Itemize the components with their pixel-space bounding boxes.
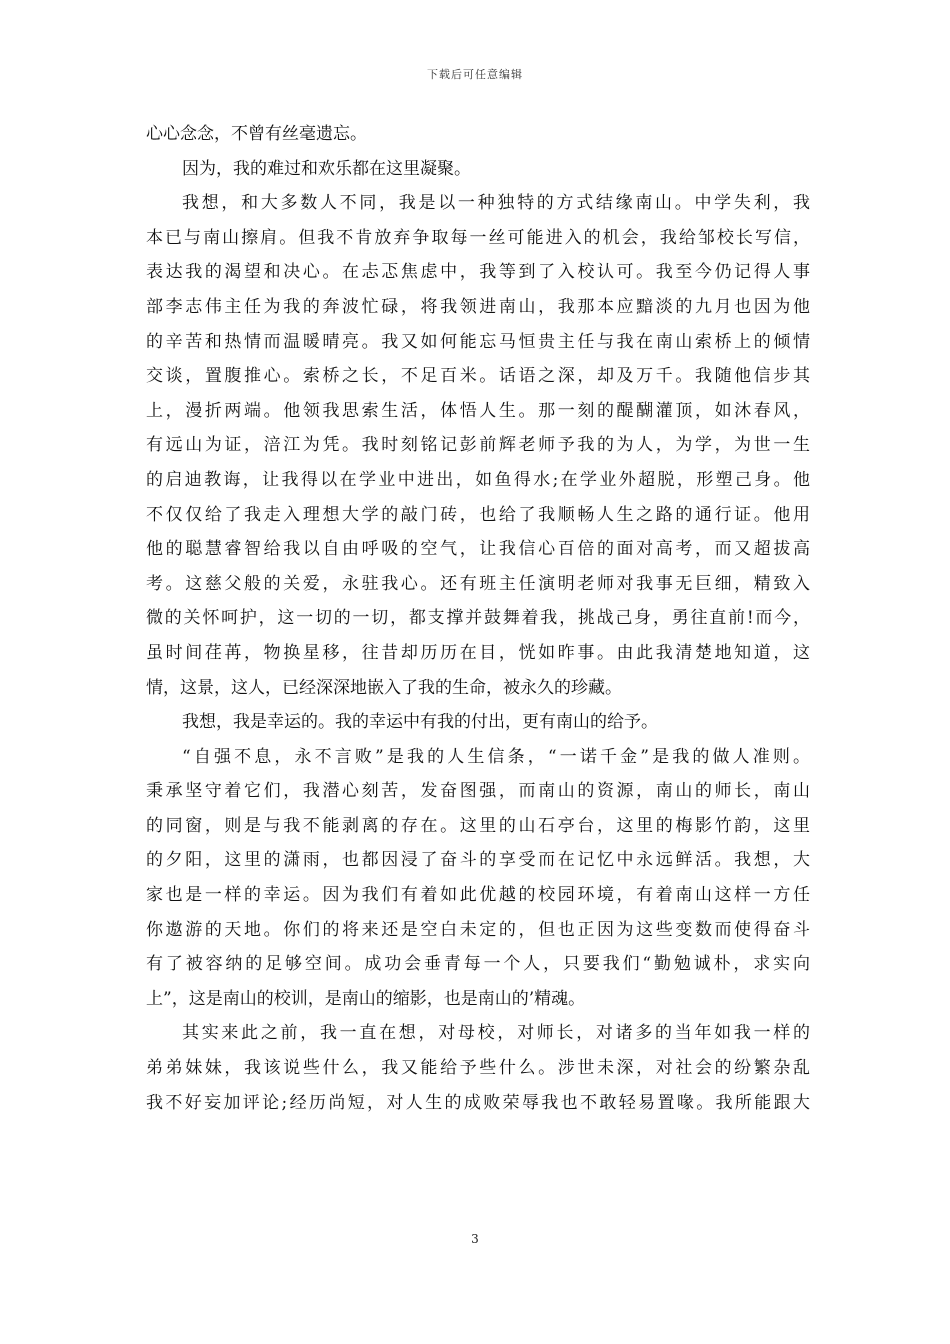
text-line: 考。这慈父般的关爱，永驻我心。还有班主任演明老师对我事无巨细，精致入 xyxy=(146,573,810,594)
text-line: 有了被容纳的足够空间。成功会垂青每一个人，只要我们“勤勉诚朴，求实向 xyxy=(146,954,810,975)
text-line: 的启迪教诲，让我得以在学业中进出，如鱼得水;在学业外超脱，形塑己身。他 xyxy=(146,469,810,490)
text-line: “自强不息，永不言败”是我的人生信条，“一诺千金”是我的做人准则。 xyxy=(182,746,810,767)
text-line: 有远山为证，涪江为凭。我时刻铭记彭前辉老师予我的为人，为学，为世一生 xyxy=(146,435,810,456)
text-line: 弟弟妹妹，我该说些什么，我又能给予些什么。涉世未深，对社会的纷繁杂乱 xyxy=(146,1058,810,1079)
page-header: 下载后可任意编辑 xyxy=(427,68,523,81)
text-line: 交谈，置腹推心。索桥之长，不足百米。话语之深，却及万千。我随他信步其 xyxy=(146,366,810,387)
text-line: 的同窗，则是与我不能剥离的存在。这里的山石亭台，这里的梅影竹韵，这里 xyxy=(146,815,810,836)
text-line: 我想，我是幸运的。我的幸运中有我的付出，更有南山的给予。 xyxy=(182,712,658,733)
text-line: 表达我的渴望和决心。在忐忑焦虑中，我等到了入校认可。我至今仍记得人事 xyxy=(146,262,810,283)
text-line: 心心念念，不曾有丝毫遗忘。 xyxy=(146,124,367,144)
text-line: 部李志伟主任为我的奔波忙碌，将我领进南山，我那本应黯淡的九月也因为他 xyxy=(146,296,810,317)
page-number: 3 xyxy=(471,1232,479,1246)
text-line: 的夕阳，这里的潇雨，也都因浸了奋斗的享受而在记忆中永远鲜活。我想，大 xyxy=(146,850,810,871)
text-line: 上”，这是南山的校训，是南山的缩影，也是南山的’精魂。 xyxy=(146,988,586,1009)
text-line: 因为，我的难过和欢乐都在这里凝聚。 xyxy=(182,158,471,179)
document-body xyxy=(146,117,810,1120)
text-line: 上，漫折两端。他领我思索生活，体悟人生。那一刻的醍醐灌顶，如沐春风， xyxy=(146,400,810,421)
text-line: 虽时间荏苒，物换星移，往昔却历历在目，恍如昨事。由此我清楚地知道，这 xyxy=(146,642,810,663)
text-line: 我不好妄加评论;经历尚短，对人生的成败荣辱我也不敢轻易置喙。我所能跟大 xyxy=(146,1092,810,1113)
text-line: 他的聪慧睿智给我以自由呼吸的空气，让我信心百倍的面对高考，而又超拔高 xyxy=(146,539,810,560)
text-line: 秉承坚守着它们，我潜心刻苦，发奋图强，而南山的资源，南山的师长，南山 xyxy=(146,781,810,802)
text-line: 其实来此之前，我一直在想，对母校，对师长，对诸多的当年如我一样的 xyxy=(182,1023,810,1044)
text-line: 不仅仅给了我走入理想大学的敲门砖，也给了我顺畅人生之路的通行证。他用 xyxy=(146,504,810,525)
text-line: 本已与南山擦肩。但我不肯放弃争取每一丝可能进入的机会，我给邹校长写信， xyxy=(146,227,810,248)
text-line: 的辛苦和热情而温暖晴亮。我又如何能忘马恒贵主任与我在南山索桥上的倾情 xyxy=(146,331,810,352)
text-line: 家也是一样的幸运。因为我们有着如此优越的校园环境，有着南山这样一方任 xyxy=(146,885,810,906)
text-line: 我想，和大多数人不同，我是以一种独特的方式结缘南山。中学失利，我 xyxy=(182,193,810,214)
text-line: 微的关怀呵护，这一切的一切，都支撑并鼓舞着我，挑战己身，勇往直前!而今， xyxy=(146,608,810,629)
text-line: 你遨游的天地。你们的将来还是空白未定的，但也正因为这些变数而使得奋斗 xyxy=(146,919,810,940)
text-line: 情，这景，这人，已经深深地嵌入了我的生命，被永久的珍藏。 xyxy=(146,677,622,698)
